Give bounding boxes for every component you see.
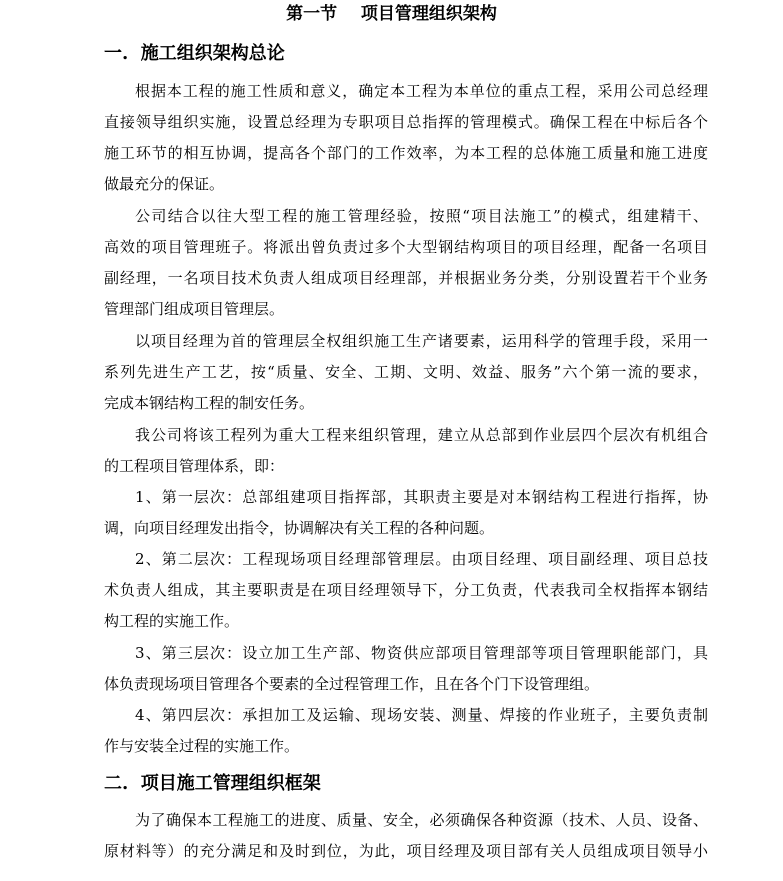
text-line: 2、第二层次：工程现场项目经理部管理层。由项目经理、项目副经理、项目总技 <box>135 550 708 568</box>
text-line: 高效的项目管理班子。将派出曾负责过多个大型钢结构项目的项目经理，配备一名项目 <box>104 238 708 256</box>
text-line: 1、第一层次：总部组建项目指挥部，其职责主要是对本钢结构工程进行指挥，协 <box>135 488 708 506</box>
section-title: 第一节 项目管理组织架构 <box>286 4 497 24</box>
paragraph-3 <box>104 326 708 419</box>
text-line: 管理部门组成项目管理层。 <box>104 300 285 318</box>
text-line: 3、第三层次：设立加工生产部、物资供应部项目管理部等项目管理职能部门，具 <box>135 644 708 662</box>
text-line: 作与安装全过程的实施工作。 <box>104 737 300 755</box>
text-line: 根据本工程的施工性质和意义，确定本工程为本单位的重点工程，采用公司总经理 <box>135 82 708 100</box>
text-line: 系列先进生产工艺，按“质量、安全、工期、文明、效益、服务”六个第一流的要求， <box>104 363 708 381</box>
paragraph-4 <box>104 420 708 482</box>
text-line: 公司结合以往大型工程的施工管理经验，按照“项目法施工”的模式，组建精干、 <box>135 207 708 225</box>
text-line: 施工环节的相互协调，提高各个部门的工作效率，为本工程的总体施工质量和施工进度 <box>104 144 708 162</box>
list-item-level-2 <box>104 544 708 637</box>
list-item-level-3 <box>104 638 708 700</box>
list-item-level-1 <box>104 482 708 544</box>
text-line: 做最充分的保证。 <box>104 175 225 193</box>
text-line: 直接领导组织实施，设置总经理为专职项目总指挥的管理模式。确保工程在中标后各个 <box>104 113 708 131</box>
paragraph-2 <box>104 201 708 325</box>
text-line: 的工程项目管理体系，即： <box>104 457 285 475</box>
text-line: 原材料等）的充分满足和及时到位，为此，项目经理及项目部有关人员组成项目领导小 <box>104 842 708 860</box>
text-line: 调，向项目经理发出指令，协调解决有关工程的各种问题。 <box>104 519 495 537</box>
text-line: 以项目经理为首的管理层全权组织施工生产诸要素，运用科学的管理手段，采用一 <box>135 332 708 350</box>
text-line: 副经理，一名项目技术负责人组成项目经理部，并根据业务分类，分别设置若干个业务 <box>104 269 708 287</box>
heading-framework: 二. 项目施工管理组织框架 <box>104 773 321 794</box>
text-line: 体负责现场项目管理各个要素的全过程管理工作，且在各个门下设管理组。 <box>104 675 600 693</box>
text-line: 完成本钢结构工程的制安任务。 <box>104 394 315 412</box>
heading-overview: 一. 施工组织架构总论 <box>104 43 285 64</box>
text-line: 4、第四层次：承担加工及运输、现场安装、测量、焊接的作业班子，主要负责制 <box>135 706 708 724</box>
text-line: 为了确保本工程施工的进度、质量、安全，必须确保各种资源（技术、人员、设备、 <box>135 811 708 829</box>
text-line: 构工程的实施工作。 <box>104 612 240 630</box>
paragraph-5 <box>104 805 708 867</box>
paragraph-1 <box>104 76 708 200</box>
text-line: 术负责人组成，其主要职责是在项目经理领导下，分工负责，代表我司全权指挥本钢结 <box>104 581 708 599</box>
text-line: 我公司将该工程列为重大工程来组织管理，建立从总部到作业层四个层次有机组合 <box>135 426 708 444</box>
list-item-level-4 <box>104 700 708 762</box>
